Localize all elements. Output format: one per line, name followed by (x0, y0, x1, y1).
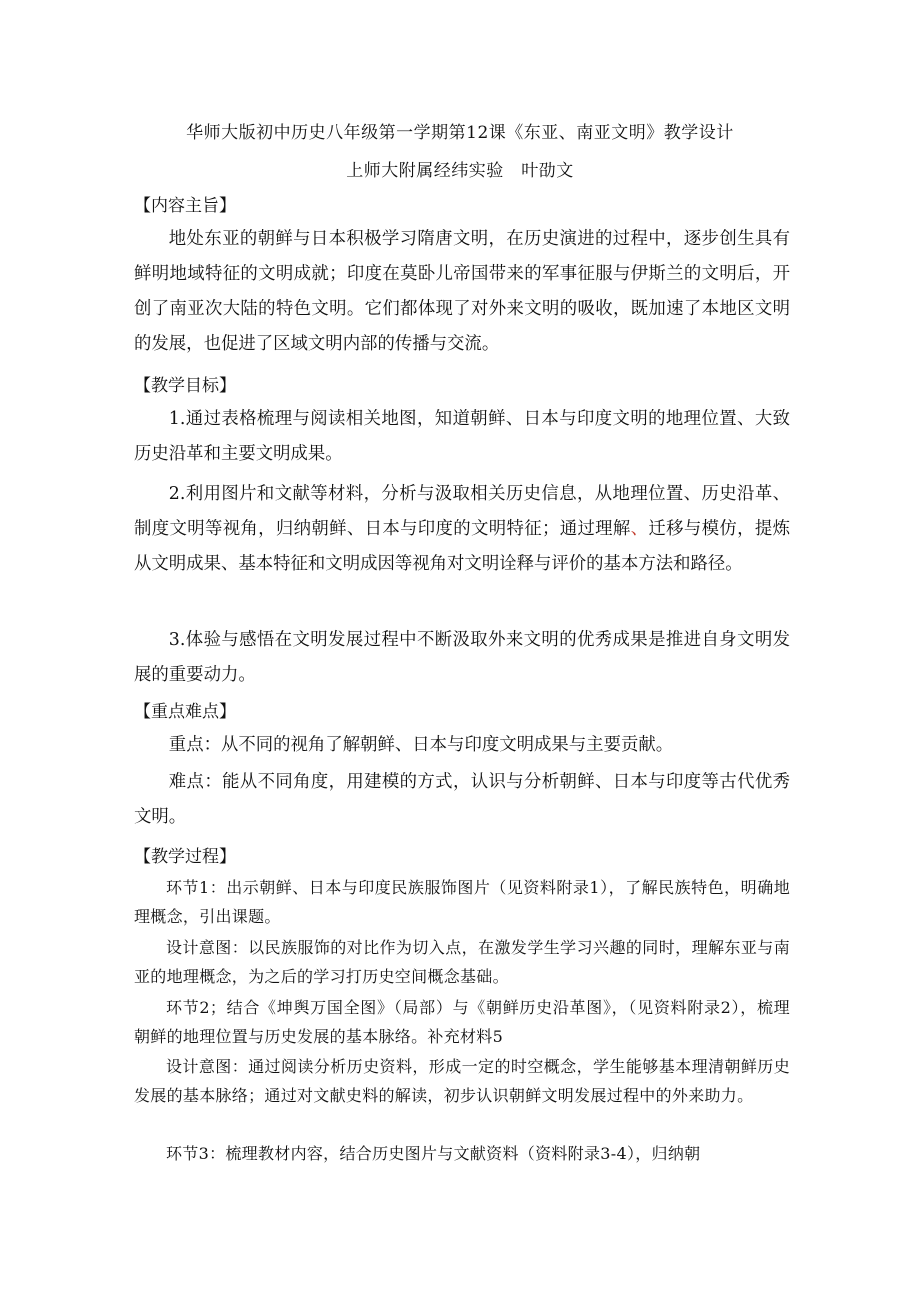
paragraph-objective-3: 3.体验与感悟在文明发展过程中不断汲取外来文明的优秀成果是推进自身文明发展的重要动力。 (134, 630, 790, 685)
section-heading-process: 【教学过程】 (134, 847, 236, 867)
paragraph-objective-2 (134, 477, 790, 582)
objective-2-part-b: 迁移与模仿，提炼从文明成果、基本特征和文明成因等视角对文明诠释与评价的基本方法和路径。 (134, 519, 790, 574)
paragraph-step-1: 环节1：出示朝鲜、日本与印度民族服饰图片（见资料附录1），了解民族特色，明确地理概念，引出课题。 (134, 878, 790, 926)
objective-2-part-a: 2.利用图片和文献等材料，分析与汲取相关历史信息，从地理位置、历史沿革、制度文明等视角，归纳朝鲜、日本与印度的文明特征；通过理解 (134, 484, 790, 539)
section-heading-key-points: 【重点难点】 (134, 702, 236, 722)
paragraph-objective-1: 1.通过表格梳理与阅读相关地图，知道朝鲜、日本与印度文明的地理位置、大致历史沿革和主要文明成果。 (134, 409, 790, 464)
paragraph-step-3: 环节3：梳理教材内容，结合历史图片与文献资料（资料附录3-4），归纳朝 (166, 1144, 701, 1163)
paragraph-design-intent-1: 设计意图：以民族服饰的对比作为切入点，在激发学生学习兴趣的同时，理解东亚与南亚的地理概念，为之后的学习打历史空间概念基础。 (134, 938, 790, 986)
document-author: 上师大附属经纬实验 叶劭文 (346, 161, 574, 181)
objective-2-red-comma: 、 (630, 519, 649, 539)
paragraph-step-2: 环节2；结合《坤舆万国全图》（局部）与《朝鲜历史沿革图》，（见资料附录2），梳理朝鲜的地理位置与历史发展的基本脉络。补充材料5 (134, 998, 790, 1046)
document-title: 华师大版初中历史八年级第一学期第12课《东亚、南亚文明》教学设计 (186, 123, 734, 143)
paragraph-design-intent-2: 设计意图：通过阅读分析历史资料，形成一定的时空概念，学生能够基本理清朝鲜历史发展的基本脉络；通过对文献史料的解读，初步认识朝鲜文明发展过程中的外来助力。 (134, 1057, 790, 1105)
paragraph-difficulty: 难点：能从不同角度，用建模的方式，认识与分析朝鲜、日本与印度等古代优秀文明。 (134, 772, 790, 827)
paragraph-key-point: 重点：从不同的视角了解朝鲜、日本与印度文明成果与主要贡献。 (168, 735, 674, 755)
section-heading-objectives: 【教学目标】 (134, 376, 236, 396)
paragraph-content-summary: 地处东亚的朝鲜与日本积极学习隋唐文明，在历史演进的过程中，逐步创生具有鲜明地域特征的文明成就；印度在莫卧儿帝国带来的军事征服与伊斯兰的文明后，开创了南亚次大陆的特色文明。它们都体现了对外来文明的吸收，既加速了本地区文明的发展，也促进了区域文明内部的传播与交流。 (134, 229, 790, 354)
section-heading-content: 【内容主旨】 (134, 196, 236, 216)
